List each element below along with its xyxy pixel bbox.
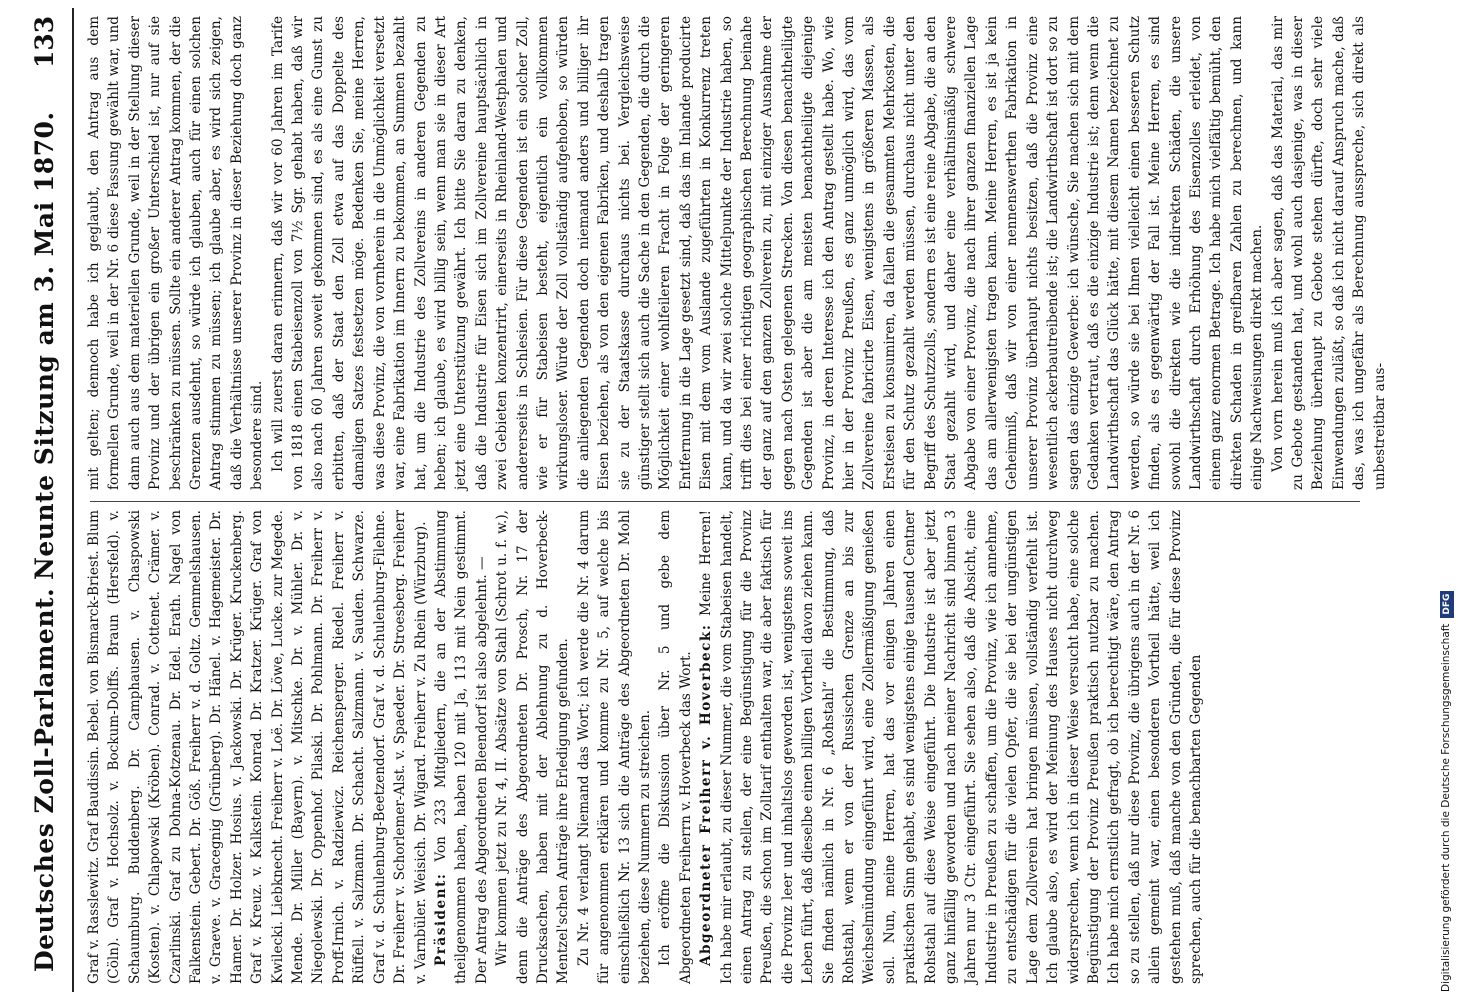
paragraph-text: Meine Herren! Ich habe mir erlaubt, zu dieser Nummer, die vom Stabeisen handelt, einen Antrag zu stellen, der eine Begünstigung für die Provinz Preußen, die schon im Zolltarif enthalten war, die aber faktisch für die Provinz leer und inhaltslos geworden ist, wenigstens soweit ins Leben führt, daß dieselbe einen billigen Vortheil davon ziehen kann. Sie finden nämlich in Nr. 6 „Rohstahl“ die Bestimmung, daß Rohstahl, wenn er von der Russischen Grenze an bis zur Weichselmündung eingeführt wird, eine Zollermäßigung genießen soll. Nun, meine Herren, hat das vor einigen Jahren einen praktischen Sinn gehabt, es sind wenigstens einige tausend Centner Rohstahl auf diese Weise eingeführt. Die Industrie ist aber jetzt ganz hinfällig geworden und nach meiner Nachricht sind binnen 3 Jahren nur 3 Ctr. eingeführt. Sie sehen also, daß die Absicht, eine Industrie in Preußen zu schaffen, um die Provinz, wie ich annehme, zu entschädigen für die vielen Opfer, die sie bei der ungünstigen Lage dem Zollverein hat bringen müssen, vollständig verfehlt ist. Ich glaube also, es wird der Meinung des Hauses nicht durchweg widersprechen, wenn ich in dieser Weise versucht habe, eine solche Begünstigung der Provinz Preußen praktisch nutzbar zu machen. Ich habe mich ernstlich gefragt, ob ich berechtigt wäre, den Antrag so zu stellen, daß nur diese Provinz, die übrigens auch in der Nr. 6 allein gemeint war, einen besonderen Vortheil hätte, weil ich gestehen muß, daß manche von den Gründen, die für diese Provinz sprechen, auch für die benachbarten Gegenden <box>698 510 1204 984</box>
dfg-logo: DFG <box>1440 591 1454 618</box>
column-divider <box>90 501 1360 502</box>
paragraph: Ich eröffne die Diskussion über Nr. 5 und gebe dem Abgeordneten Freiherrn v. Hoverbeck das Wort. <box>657 510 694 984</box>
text-columns <box>84 8 1388 992</box>
paragraph <box>696 510 1206 984</box>
running-head <box>22 0 70 1000</box>
header-title: Deutsches Zoll-Parlament. <box>30 587 59 972</box>
digitization-credit <box>1436 12 1456 992</box>
members-list: Graf v. Rasslewitz. Graf Baudissin. Bebel. von Bismarck-Briest. Blum (Cöln). Graf v. Hochsolz. v. Bockum-Dolffs. Braun (Hersfeld). v. Schaumburg. Buddenberg. Dr. Camphausen. v. Chaspowski (Kosten). v. Chlapowski (Kröben). Conrad. v. Cottenet. Crämer. v. Czarlinski. Graf zu Dohna-Kotzenau. Dr. Edel. Erath. Nagel von Falkenstein. Gebert. Dr. Göß. Freiherr v. d. Goltz. Gemmelshausen. v. Graeve. v. Gracegnig (Grünberg). Dr. Hänel. v. Hagemeister. Dr. Hamer. Dr. Holzer. Hosius. v. Jackowski. Dr. Krüger. Kruckenberg. Graf v. Kreuz. v. Kalkstein. Konrad. Dr. Kratzer. Krüger. Graf von Kwilecki. Liebknecht. Freiherr v. Loë. Dr. Löwe, Lucke. zur Megede. Mende. Dr. Miller (Bayern). v. Mitschke. Dr. v. Mühler. Dr. v. Niegolewski. Dr. Oppenhof. Pilaski. Dr. Pohlmann. Dr. Freiherr v. Proff-Irnich. v. Radziewicz. Reichensperger. Riedel. Freiherr v. Rüffell. v. Salzmann. Dr. Schacht. Salzmann. v. Sauden. Schwarze. Graf v. d. Schulenburg-Beetzendorf. Graf v. d. Schulenburg-Filehne. Dr. Freiherr v. Schorlemer-Alst. v. Spaeder. Dr. Stroesberg. Freiherr v. Varnbüler. Weisich. Dr. Wigard. Freiherr v. Zu Rhein (Würzburg). <box>86 510 429 984</box>
paragraph-text: Von 233 Mitgliedern, die an der Abstimmung theilgenommen haben, haben 120 mit Ja, 113 mit Nein gestimmt. Der Antrag des Abgeordneten Bleendorf ist also abgelehnt. — <box>432 510 490 984</box>
paragraph: Ich will zuerst daran erinnern, daß wir vor 60 Jahren im Tarife von 1818 einen Stabeisenzoll von 7½ Sgr. gehabt haben, daß wir also nach 60 Jahren soweit gekommen sind, es als eine Gunst zu erbitten, daß der Staat den Zoll etwa auf das Doppelte des damaligen Satzes festsetzen möge. Bedenken Sie, meine Herren, was diese Provinz, die von vornherein in die Unmöglichkeit versetzt war, eine Fabrikation im Innern zu bekommen, an Summen bezahlt hat, um die Industrie des Zollvereins in anderen Gegenden zu heben; ich glaube, es wird billig sein, wenn man sie in dieser Art jetzt eine Unterstützung gewährt. Ich bitte Sie daran zu denken, daß die Industrie für Eisen sich im Zollvereine hauptsächlich in zwei Gebieten konzentrirt, einerseits in Rheinland-Westphalen und andererseits in Schlesien. Für diese Gegenden ist ein solcher Zoll, wie er für Stabeisen besteht, eigentlich ein vollkommen wirkungsloser. Würde der Zoll vollständig aufgehoben, so würden die anliegenden Gegenden doch niemand anders und billiger ihr Eisen beziehen, als von den eigenen Fabriken, und deshalb tragen sie zu der Staatskasse durchaus nichts bei. Vergleichsweise günstiger stellt sich auch die Sache in den Gegenden, die durch die Möglichkeit einer wohlfeileren Fracht in Folge der geringeren Entfernung in die Lage gesetzt sind, daß das im Inlande producirte Eisen mit dem vom Auslande zugeführten in Konkurrenz treten kann, und da wir zwei solche Mittelpunkte der Industrie haben, so trifft dies bei einer richtigen geographischen Berechnung beinahe der ganz auf den ganzen Zollverein zu, mit einziger Ausnahme der gegen nach Osten gelegenen Strecken. Von diesen benachtheiligte Gegenden ist aber die am meisten benachtheiligte diejenige Provinz, in deren Interesse ich den Antrag gestellt habe. Wo, wie hier in der Provinz Preußen, es ganz unmöglich wird, das vom Zollvereine fabricirte Eisen, wenigstens in größeren Massen, als Ersteisen zu konsumiren, da fallen die gesammten Mehrkosten, die für den Schutz gezahlt werden müssen, durchaus nicht unter den Begriff des Schutzzolls, sondern es ist eine reine Abgabe, die an den Staat gezahlt wird, und daher eine verhältnismäßig schwere Abgabe von einer Provinz, die nach ihrer ganzen finanziellen Lage das am allerwenigsten tragen kann. Meine Herren, es ist ja kein Geheimniß, daß wir von einer nennenswerthen Fabrikation in unserer Provinz überhaupt nichts besitzen, daß die Provinz eine wesentlich ackerbautreibende ist; die Landwirthschaft ist dort so zu sagen das einzige Gewerbe: ich wünsche, Sie machen sich mit dem Gedanken vertraut, daß es die einzige Industrie ist; denn wenn die Landwirthschaft das Glück hätte, mit diesem Namen bezeichnet zu werden, so würde sie bei Ihnen vielleicht einen besseren Schutz finden, als es gegenwärtig der Fall ist. Meine Herren, es sind sowohl die direkten wie die indirekten Schäden, die unsere Landwirthschaft durch Erhöhung des Eisenzolles erleidet, von einem ganz enormen Betrage. Ich habe mich vielfältig bemüht, den direkten Schaden in greifbaren Zahlen zu berechnen, und kann einige Nachweisungen direkt machen. <box>269 16 1266 490</box>
speaker-label: Abgeordneter Freiherr v. Hoverbeck: <box>698 623 715 966</box>
paragraph: Zu Nr. 4 verlangt Niemand das Wort; ich werde die Nr. 4 darum für angenommen erklären und komme zu Nr. 5, auf welche bis einschließlich Nr. 13 sich die Anträge des Abgeordneten Dr. Mohl beziehen, diese Nummern zu streichen. <box>575 510 653 984</box>
credit-text: Digitalisierung gefördert durch die Deutsche Forschungsgemeinschaft <box>1440 623 1452 992</box>
left-column <box>84 510 1374 984</box>
header-session: Neunte Sitzung am 3. Mai 1870. <box>30 111 59 580</box>
paragraph: Wir kommen jetzt zu Nr. 4, II. Absätze von Stahl (Schrot u. f. w.), denn die Anträge des Abgeordneten Dr. Prosch, Nr. 17 der Drucksachen, haben mit der Ablehnung zu d. Hoverbeck-Mentzel'schen Anträge ihre Erledigung gefunden. <box>494 510 572 984</box>
paragraph: Von vorn herein muß ich aber sagen, daß das Material, das mir zu Gebote gestanden hat, und wohl auch dasjenige, was in dieser Beziehung überhaupt zu Gebote stehen dürfte, doch sehr viele Einwendungen zuläßt, so daß ich nicht darauf Anspruch mache, daß das, was ich ungefähr als Berechnung ausspreche, sich direkt als unbestreitbar aus- <box>1269 16 1388 490</box>
header-rule <box>72 8 74 992</box>
right-column <box>84 16 1388 490</box>
paragraph: mit gelten; dennoch habe ich geglaubt, den Antrag aus dem formellen Grunde, weil in der Nr. 6 diese Fassung gewählt war, und dann auch aus dem materiellen Grunde, weil in der Stellung dieser Provinz und der übrigen ein großer Unterschied ist, nur auf sie beschränken zu müssen. Sollte ein anderer Antrag kommen, der die Grenzen ausdehnt, so würde ich glauben, auch für einen solchen Antrag stimmen zu müssen; ich glaube aber, es wird sich zeigen, daß die Verhältnisse unserer Provinz in dieser Beziehung doch ganz besondere sind. <box>86 16 266 490</box>
page-number: 133 <box>30 15 59 68</box>
paragraph <box>431 510 492 984</box>
speaker-label: Präsident: <box>432 872 449 966</box>
